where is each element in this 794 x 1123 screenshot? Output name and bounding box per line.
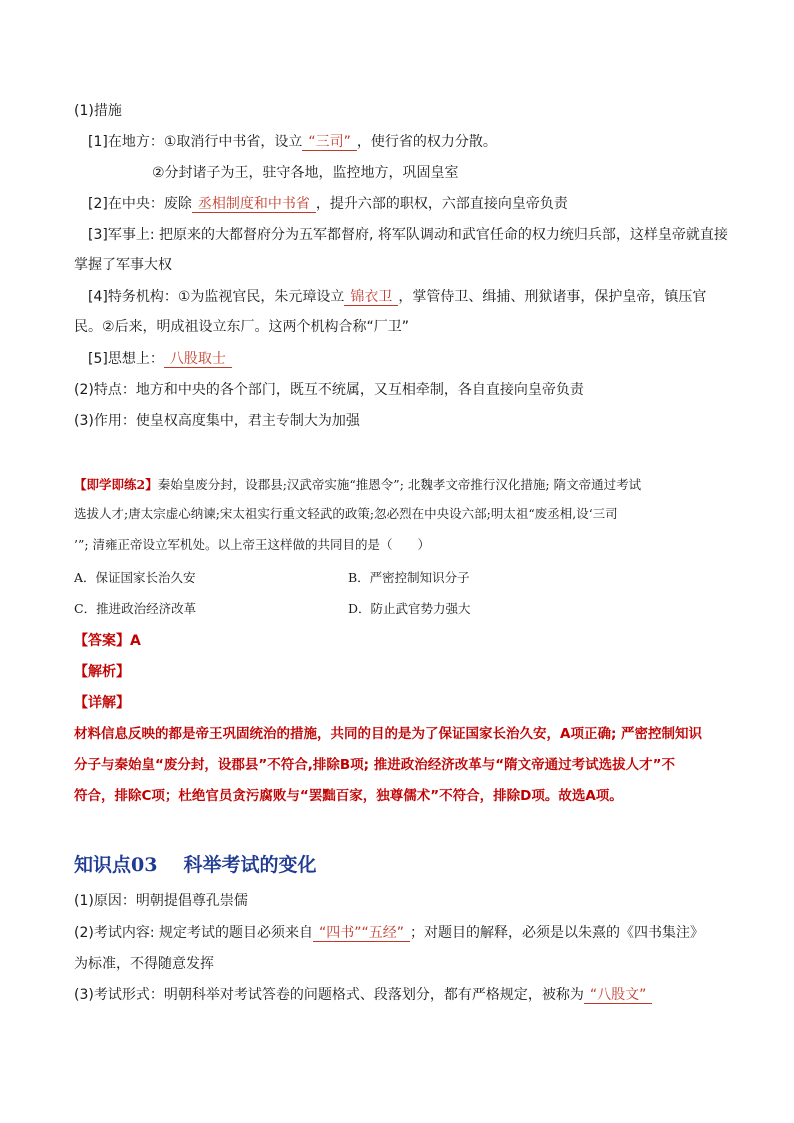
thought-text-a: [5]思想上： (88, 351, 164, 367)
exercise-question-line-1 (74, 476, 641, 494)
agency-text-a: [4]特务机构：①为监视官民，朱元璋设立 (88, 289, 345, 305)
central-text-a: [2]在中央：废除 (88, 196, 192, 212)
central-text-b: ，提升六部的职权，六部直接向皇帝负责 (315, 196, 568, 212)
local-answer-blank: “三司” (302, 134, 357, 151)
content-answer-blank: “四书”“五经” (313, 925, 410, 942)
exercise-question-line-2: 选拔人才;唐太宗虚心纳谏;宋太祖实行重文轻武的政策;忽必烈在中央设六部;明太祖“废丞相,设‘三司 (74, 506, 618, 521)
agency-measure-line-2: 民。②后来，明成祖设立东厂。这两个机构合称“厂卫” (74, 319, 410, 335)
military-measure-line-1: [3]军事上: 把原来的大都督府分为五军都督府, 将军队调动和武官任命的权力统归兵部，这样皇帝就直接 (88, 227, 728, 243)
option-b: B．严密控制知识分子 (348, 570, 470, 585)
features-line: (2)特点：地方和中央的各个部门，既互不统属，又互相牵制，各自直接向皇帝负责 (74, 382, 584, 398)
form-line (74, 986, 652, 1004)
analysis-label: 【解析】 (74, 664, 130, 680)
measures-heading: (1)措施 (74, 103, 122, 119)
detail-line-3: 符合，排除C项；杜绝官员贪污腐败与“罢黜百家，独尊儒术”不符合，排除D项。故选A项。 (74, 788, 623, 804)
thought-answer-blank: 八股取士 (164, 351, 232, 368)
local-text-b: ，使行省的权力分散。 (356, 134, 497, 150)
exercise-question-line-3: ’”; 清雍正帝设立军机处。以上帝王这样做的共同目的是（ ） (74, 537, 431, 552)
knowledge-title: 科举考试的变化 (183, 854, 317, 876)
effect-line: (3)作用：使皇权高度集中，君主专制大为加强 (74, 413, 360, 429)
local-measure (88, 133, 497, 151)
option-c: C．推进政治经济改革 (74, 601, 197, 616)
content-text-a: (2)考试内容: 规定考试的题目必须来自 (74, 925, 313, 941)
local-measure-2: ②分封诸子为王，驻守各地，监控地方，巩固皇室 (152, 165, 459, 181)
military-measure-line-2: 掌握了军事大权 (74, 257, 172, 273)
content-line-2: 为标准，不得随意发挥 (74, 956, 214, 972)
agency-measure (88, 288, 706, 306)
option-d: D．防止武官势力强大 (348, 601, 471, 616)
local-text-a: [1]在地方：①取消行中书省，设立 (88, 134, 303, 150)
exercise-q1: 秦始皇废分封，设郡县;汉武帝实施“推恩令”; 北魏孝文帝推行汉化措施; 隋文帝通过考试 (157, 477, 642, 492)
thought-measure (88, 350, 232, 368)
content-text-b: ；对题目的解释，必须是以朱熹的《四书集注》 (410, 925, 705, 941)
detail-line-2: 分子与秦始皇“废分封，设郡县”不符合,排除B项; 推进政治经济改革与“隋文帝通过考试选拔人才”不 (74, 757, 676, 773)
cause-line: (1)原因：明朝提倡尊孔崇儒 (74, 893, 248, 909)
agency-text-b: ，掌管侍卫、缉捕、刑狱诸事，保护皇帝，镇压官 (398, 289, 707, 305)
central-measure (88, 195, 568, 213)
knowledge-heading (74, 850, 316, 877)
exercise-tag: 【即学即练2】 (74, 477, 158, 492)
detail-label: 【详解】 (74, 695, 130, 711)
answer-label: 【答案】A (74, 633, 141, 649)
content-line-1 (74, 924, 704, 942)
knowledge-number: 知识点03 (74, 854, 158, 876)
form-answer-blank: “八股文” (584, 987, 653, 1004)
form-text-a: (3)考试形式：明朝科举对考试答卷的问题格式、段落划分，都有严格规定，被称为 (74, 987, 584, 1003)
central-answer-blank: 丞相制度和中书省 (192, 196, 316, 213)
agency-answer-blank: 锦衣卫 (344, 289, 398, 306)
option-a: A．保证国家长治久安 (74, 570, 196, 585)
detail-line-1: 材料信息反映的都是帝王巩固统治的措施，共同的目的是为了保证国家长治久安，A项正确; 严密控制知识 (74, 726, 703, 742)
